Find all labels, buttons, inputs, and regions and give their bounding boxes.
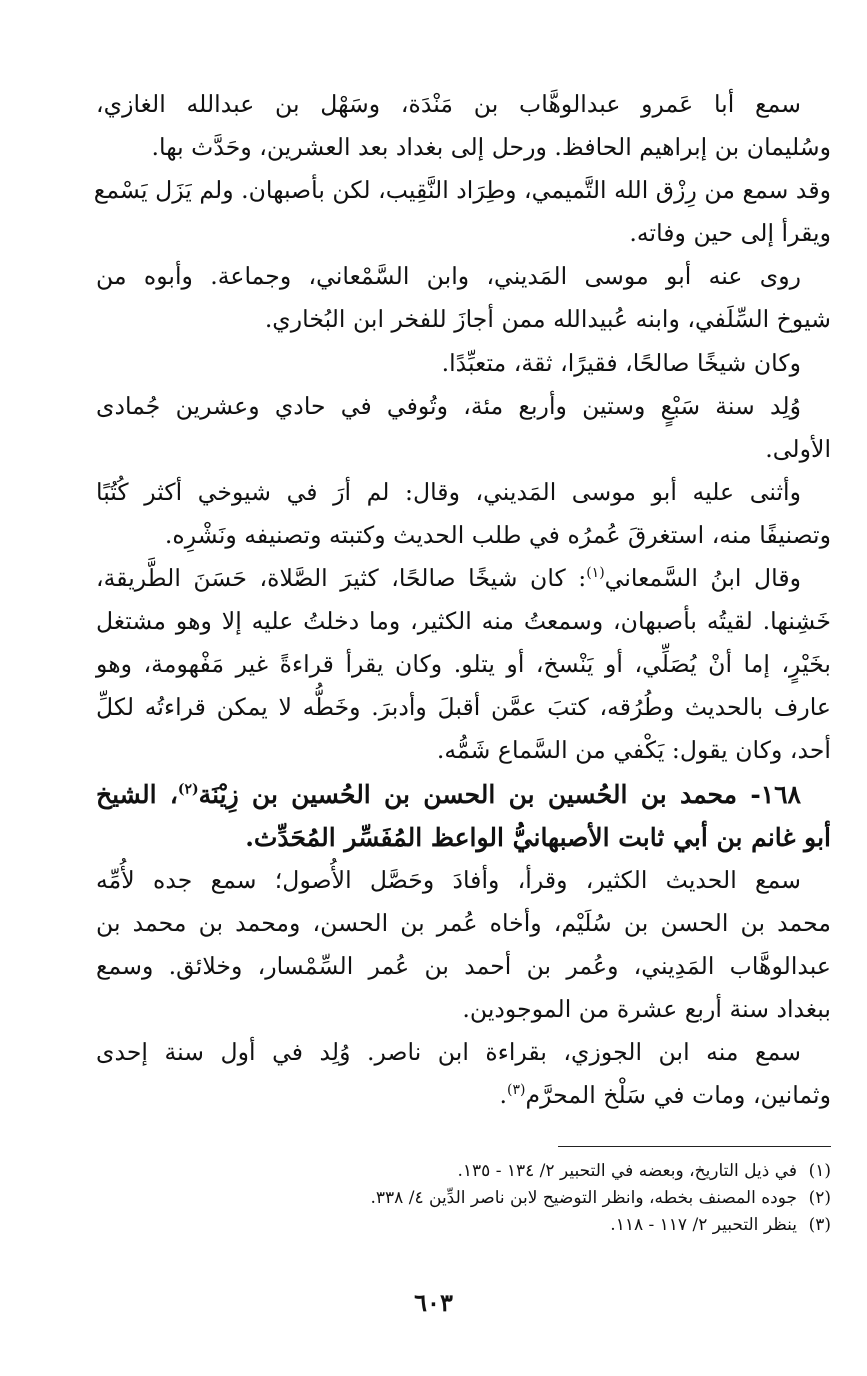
line-text: سمع الحديث الكثير، وقرأ، وأفادَ وحَصَّل الأُصول؛ سمع جده لأُمِّه — [96, 865, 801, 894]
text-line — [96, 212, 831, 255]
line-text-continued: . — [499, 1081, 508, 1110]
line-text: ببغداد سنة أربع عشرة من الموجودين. — [462, 994, 831, 1023]
text-line — [96, 1074, 831, 1117]
text-line — [96, 643, 831, 686]
footnote — [220, 1185, 831, 1212]
line-text: سمع منه ابن الجوزي، بقراءة ابن ناصر. وُلِد في أول سنة إحدى — [96, 1038, 801, 1067]
text-line — [96, 988, 831, 1031]
text-line — [96, 557, 831, 600]
footnote-number: (٢) — [808, 1188, 831, 1208]
text-line — [96, 729, 831, 772]
text-line — [96, 298, 831, 341]
line-text: محمد بن الحسن بن سُلَيْم، وأخاه عُمر بن الحسن، ومحمد بن محمد بن — [96, 908, 831, 937]
text-line — [93, 169, 831, 212]
footnote-text: جوده المصنف بخطه، وانظر التوضيح لابن ناصر الدِّين ٤/ ٣٣٨. — [370, 1188, 797, 1208]
line-text: وتصنيفًا منه، استغرقَ عُمرُه في طلب الحديث وكتبته وتصنيفه ونَشْرِه. — [164, 520, 831, 549]
text-line — [96, 83, 831, 126]
line-text: ١٦٨- محمد بن الحُسين بن الحسن بن الحُسين بن زِيْنَة — [198, 779, 801, 809]
line-text: ويقرأ إلى حين وفاته. — [629, 219, 831, 248]
text-line — [96, 902, 831, 945]
line-text-continued: : كان شيخًا صالحًا، كثيرَ الصَّلاة، حَسَنَ الطَّريقة، — [96, 564, 587, 593]
line-text: وقال ابنُ السَّمعاني — [604, 564, 801, 593]
body-text — [93, 83, 831, 1117]
entry-heading-line — [96, 773, 831, 816]
line-text: الأولى. — [765, 434, 831, 463]
line-text: وكان شيخًا صالحًا، فقيرًا، ثقة، متعبِّدًا. — [441, 348, 801, 377]
footnote — [220, 1158, 831, 1185]
footnote — [220, 1212, 831, 1239]
line-text: شيوخ السِّلَفي، وابنه عُبيدالله ممن أجازَ للفخر ابن البُخاري. — [264, 305, 831, 334]
page-number: ٦٠٣ — [414, 1288, 453, 1317]
line-text: أحد، وكان يقول: يَكْفي من السَّماع شَمُّه. — [436, 736, 831, 765]
line-text: أبو غانم بن أبي ثابت الأصبهانيُّ الواعظ المُفَسِّر المُحَدِّث. — [245, 822, 831, 852]
text-line — [96, 1031, 831, 1074]
line-text: عبدالوهَّاب المَدِيني، وعُمر بن أحمد بن عُمر السِّمْسار، وخلائق. وسمع — [96, 951, 831, 980]
line-text: وُلِد سنة سَبْعٍ وستين وأربع مئة، وتُوفي في حادي وعشرين جُمادى — [96, 391, 801, 420]
text-line — [96, 514, 831, 557]
entry-heading-line — [96, 816, 831, 859]
line-text: وسُليمان بن إبراهيم الحافظ. ورحل إلى بغداد بعد العشرين، وحَدَّث بها. — [151, 133, 831, 162]
line-text-continued: ، الشيخ — [96, 779, 178, 809]
line-text: وثمانين، ومات في سَلْخ المحرَّم — [525, 1081, 831, 1110]
text-line — [96, 342, 831, 385]
line-text: روى عنه أبو موسى المَديني، وابن السَّمْعاني، وجماعة. وأبوه من — [96, 262, 801, 291]
footnote-ref[interactable]: (٢) — [177, 781, 199, 798]
text-line — [96, 428, 831, 471]
footnote-text: ينظر التحبير ٢/ ١١٧ - ١١٨. — [610, 1215, 797, 1235]
line-text: وأثنى عليه أبو موسى المَديني، وقال: لم أرَ في شيوخي أكثر كُتُبًا — [96, 477, 801, 506]
footnotes — [220, 1158, 831, 1239]
footnote-number: (٣) — [808, 1215, 831, 1235]
footnote-separator — [558, 1146, 831, 1147]
footnote-number: (١) — [808, 1161, 831, 1181]
line-text: وقد سمع من رِزْق الله التَّميمي، وطِرَاد النَّقِيب، لكن بأصبهان. ولم يَزَل يَسْمع — [93, 176, 831, 205]
footnote-ref[interactable]: (٣) — [507, 1082, 526, 1099]
text-line — [96, 385, 831, 428]
footnote-ref[interactable]: (١) — [586, 565, 605, 582]
line-text: سمع أبا عَمرو عبدالوهَّاب بن مَنْدَة، وسَهْل بن عبدالله الغازي، — [96, 90, 801, 118]
line-text: عارف بالحديث وطُرُقه، كتبَ عمَّن أقبلَ وأدبرَ. وخَطُّه لا يمكن قراءتُه لكلِّ — [96, 693, 831, 722]
line-text: خَشِنها. لقيتُه بأصبهان، وسمعتُ منه الكثير، وما دخلتُ عليه إلا وهو مشتغل — [96, 607, 831, 636]
line-text: بخَيْرٍ، إما أنْ يُصَلِّي، أو يَنْسخ، أو يتلو. وكان يقرأ قراءةً غير مَفْهومة، وهو — [96, 650, 831, 679]
footnote-text: في ذيل التاريخ، وبعضه في التحبير ٢/ ١٣٤ - ١٣٥. — [457, 1161, 797, 1181]
text-line — [96, 126, 831, 169]
text-line — [96, 859, 831, 902]
text-line — [96, 255, 831, 298]
text-line — [96, 945, 831, 988]
text-line — [96, 686, 831, 729]
text-line — [96, 471, 831, 514]
text-line — [96, 600, 831, 643]
